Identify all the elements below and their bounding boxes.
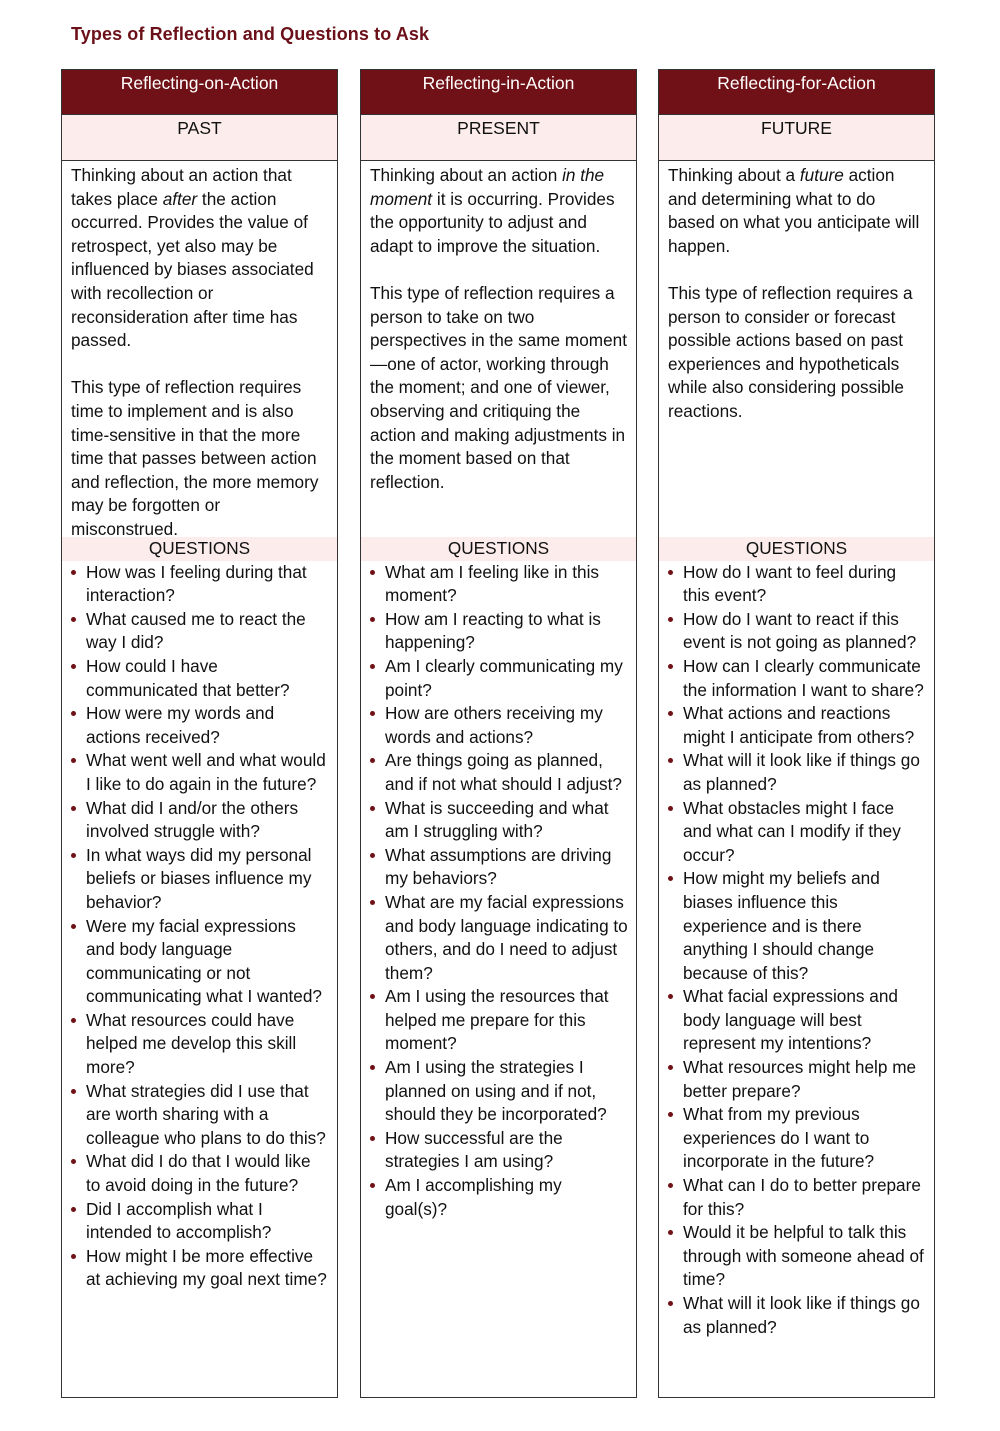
question-item: Are things going as planned, and if not what should I adjust? bbox=[370, 749, 628, 796]
question-item: Did I accomplish what I intended to accomplish? bbox=[71, 1198, 329, 1245]
questions-heading: QUESTIONS bbox=[62, 537, 337, 561]
column-timeframe: FUTURE bbox=[659, 115, 934, 161]
question-item: What resources could have helped me develop this skill more? bbox=[71, 1009, 329, 1080]
question-item: How am I reacting to what is happening? bbox=[370, 608, 628, 655]
question-item: What obstacles might I face and what can I modify if they occur? bbox=[668, 797, 926, 868]
question-item: Am I accomplishing my goal(s)? bbox=[370, 1174, 628, 1221]
questions-list bbox=[668, 561, 926, 1340]
question-item: What strategies did I use that are worth sharing with a colleague who plans to do this? bbox=[71, 1080, 329, 1151]
questions-heading: QUESTIONS bbox=[659, 537, 934, 561]
column-on-action bbox=[61, 69, 338, 1398]
column-timeframe: PAST bbox=[62, 115, 337, 161]
question-item: What went well and what would I like to do again in the future? bbox=[71, 749, 329, 796]
question-item: Would it be helpful to talk this through with someone ahead of time? bbox=[668, 1221, 926, 1292]
document-title: Types of Reflection and Questions to Ask bbox=[71, 24, 430, 44]
question-item: How was I feeling during that interaction? bbox=[71, 561, 329, 608]
question-item: What caused me to react the way I did? bbox=[71, 608, 329, 655]
column-header: Reflecting-in-Action bbox=[361, 70, 636, 115]
description-text: Thinking about a bbox=[668, 165, 800, 185]
column-body bbox=[361, 161, 636, 1221]
question-item: Am I using the resources that helped me prepare for this moment? bbox=[370, 985, 628, 1056]
questions-heading: QUESTIONS bbox=[361, 537, 636, 561]
question-item: Am I using the strategies I planned on using and if not, should they be incorporated? bbox=[370, 1056, 628, 1127]
question-item: Am I clearly communicating my point? bbox=[370, 655, 628, 702]
column-header: Reflecting-for-Action bbox=[659, 70, 934, 115]
column-header: Reflecting-on-Action bbox=[62, 70, 337, 115]
question-item: How might I be more effective at achieving my goal next time? bbox=[71, 1245, 329, 1292]
description-paragraph-1 bbox=[370, 164, 628, 258]
question-item: How could I have communicated that better? bbox=[71, 655, 329, 702]
description-text: action and determining what to do based on what you anticipate will happen. bbox=[668, 165, 920, 256]
questions-list bbox=[370, 561, 628, 1222]
column-timeframe: PRESENT bbox=[361, 115, 636, 161]
question-item: What resources might help me better prepare? bbox=[668, 1056, 926, 1103]
column-for-action bbox=[658, 69, 935, 1398]
description-paragraph-1 bbox=[668, 164, 926, 258]
description-paragraph-1 bbox=[71, 164, 329, 353]
emphasis-text: in the moment bbox=[370, 165, 605, 209]
description-paragraph-2: This type of reflection requires a person to consider or forecast possible actions based on past experiences and hypotheticals while also considering possible reactions. bbox=[668, 282, 913, 421]
question-item: What did I do that I would like to avoid doing in the future? bbox=[71, 1150, 329, 1197]
description-paragraph-2: This type of reflection requires time to implement and is also time-sensitive in that the more time that passes between action and reflection, the more memory may be forgotten or misconstrued. bbox=[71, 377, 319, 539]
question-item: How are others receiving my words and actions? bbox=[370, 702, 628, 749]
question-item: How can I clearly communicate the information I want to share? bbox=[668, 655, 926, 702]
emphasis-text: after bbox=[162, 188, 198, 209]
question-item: What assumptions are driving my behaviors? bbox=[370, 844, 628, 891]
column-in-action bbox=[360, 69, 637, 1398]
question-item: How might my beliefs and biases influence this experience and is there anything I should change because of this? bbox=[668, 867, 926, 985]
emphasis-text: future bbox=[799, 165, 844, 185]
question-item: How do I want to react if this event is not going as planned? bbox=[668, 608, 926, 655]
description-text: the action occurred. Provides the value of retrospect, yet also may be influenced by biases associated with recollection or reconsideration after time has passed. bbox=[71, 188, 314, 351]
question-item: What did I and/or the others involved struggle with? bbox=[71, 797, 329, 844]
question-item: What can I do to better prepare for this? bbox=[668, 1174, 926, 1221]
column-body bbox=[62, 161, 337, 1292]
column-body bbox=[659, 161, 934, 1339]
question-item: What will it look like if things go as planned? bbox=[668, 1292, 926, 1339]
description-text: Thinking about an action bbox=[370, 165, 563, 185]
question-item: How successful are the strategies I am using? bbox=[370, 1127, 628, 1174]
questions-list bbox=[71, 561, 329, 1292]
question-item: What facial expressions and body language will best represent my intentions? bbox=[668, 985, 926, 1056]
description-text: it is occurring. Provides the opportunity to adjust and adapt to improve the situation. bbox=[370, 188, 615, 256]
question-item: What actions and reactions might I anticipate from others? bbox=[668, 702, 926, 749]
question-item: What from my previous experiences do I want to incorporate in the future? bbox=[668, 1103, 926, 1174]
description-paragraph-2: This type of reflection requires a person to take on two perspectives in the same moment—one of actor, working through the moment; and one of viewer, observing and critiquing the action and making adjustments in the moment based on that reflection. bbox=[370, 282, 627, 492]
description-text: Thinking about an action that takes place bbox=[71, 165, 292, 209]
question-item: How do I want to feel during this event? bbox=[668, 561, 926, 608]
question-item: How were my words and actions received? bbox=[71, 702, 329, 749]
question-item: What will it look like if things go as planned? bbox=[668, 749, 926, 796]
question-item: In what ways did my personal beliefs or biases influence my behavior? bbox=[71, 844, 329, 915]
question-item: Were my facial expressions and body language communicating or not communicating what I wanted? bbox=[71, 915, 329, 1009]
question-item: What are my facial expressions and body language indicating to others, and do I need to adjust them? bbox=[370, 891, 628, 985]
question-item: What am I feeling like in this moment? bbox=[370, 561, 628, 608]
question-item: What is succeeding and what am I struggling with? bbox=[370, 797, 628, 844]
